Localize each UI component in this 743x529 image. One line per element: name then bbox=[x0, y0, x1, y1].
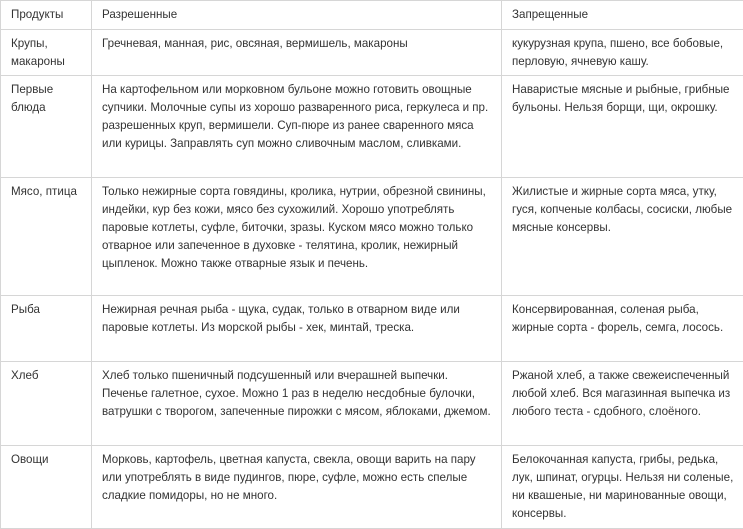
forbidden-cell: Наваристые мясные и рыбные, грибные бульоны. Нельзя борщи, щи, окрошку. bbox=[502, 76, 743, 178]
forbidden-cell: Ржаной хлеб, а также свежеиспеченный любой хлеб. Вся магазинная выпечка из любого теста - сдобного, слоёного. bbox=[502, 362, 743, 446]
product-cell: Крупы, макароны bbox=[1, 30, 92, 76]
product-cell: Мясо, птица bbox=[1, 178, 92, 296]
header-row bbox=[1, 1, 743, 30]
table-row bbox=[1, 76, 743, 178]
table-row bbox=[1, 362, 743, 446]
product-cell: Первые блюда bbox=[1, 76, 92, 178]
allowed-cell: Только нежирные сорта говядины, кролика, нутрии, обрезной свинины, индейки, кур без кожи, мясо без сухожилий. Хорошо употреблять паровые котлеты, суфле, биточки, зразы. Куском мясо можно только отварное или запеченное в духовке - телятина, кролик, нежирный цыпленок. Можно также отварные язык и печень. bbox=[92, 178, 502, 296]
product-cell: Хлеб bbox=[1, 362, 92, 446]
header-forbidden: Запрещенные bbox=[502, 1, 743, 30]
table-row bbox=[1, 178, 743, 296]
allowed-cell: Морковь, картофель, цветная капуста, свекла, овощи варить на пару или употреблять в виде пудингов, пюре, суфле, можно есть спелые сладкие помидоры, но не много. bbox=[92, 446, 502, 529]
forbidden-cell: кукурузная крупа, пшено, все бобовые, перловую, ячневую кашу. bbox=[502, 30, 743, 76]
allowed-cell: Гречневая, манная, рис, овсяная, вермишель, макароны bbox=[92, 30, 502, 76]
table-row bbox=[1, 446, 743, 529]
forbidden-cell: Жилистые и жирные сорта мяса, утку, гуся, копченые колбасы, сосиски, любые мясные консервы. bbox=[502, 178, 743, 296]
forbidden-cell: Белокочанная капуста, грибы, редька, лук, шпинат, огурцы. Нельзя ни соленые, ни квашеные, ни маринованные овощи, консервы. bbox=[502, 446, 743, 529]
table-row bbox=[1, 296, 743, 362]
table-row bbox=[1, 30, 743, 76]
product-cell: Рыба bbox=[1, 296, 92, 362]
header-allowed: Разрешенные bbox=[92, 1, 502, 30]
allowed-cell: На картофельном или морковном бульоне можно готовить овощные супчики. Молочные супы из хорошо разваренного риса, геркулеса и пр. разрешенных круп, вермишели. Суп-пюре из ранее сваренного мяса или курицы. Заправлять суп можно сливочным маслом, сливками. bbox=[92, 76, 502, 178]
product-cell: Овощи bbox=[1, 446, 92, 529]
allowed-cell: Хлеб только пшеничный подсушенный или вчерашней выпечки. Печенье галетное, сухое. Можно 1 раз в неделю несдобные булочки, ватрушки с творогом, запеченные пирожки с мясом, яблоками, джемом. bbox=[92, 362, 502, 446]
header-products: Продукты bbox=[1, 1, 92, 30]
allowed-cell: Нежирная речная рыба - щука, судак, только в отварном виде или паровые котлеты. Из морской рыбы - хек, минтай, треска. bbox=[92, 296, 502, 362]
forbidden-cell: Консервированная, соленая рыба, жирные сорта - форель, семга, лосось. bbox=[502, 296, 743, 362]
